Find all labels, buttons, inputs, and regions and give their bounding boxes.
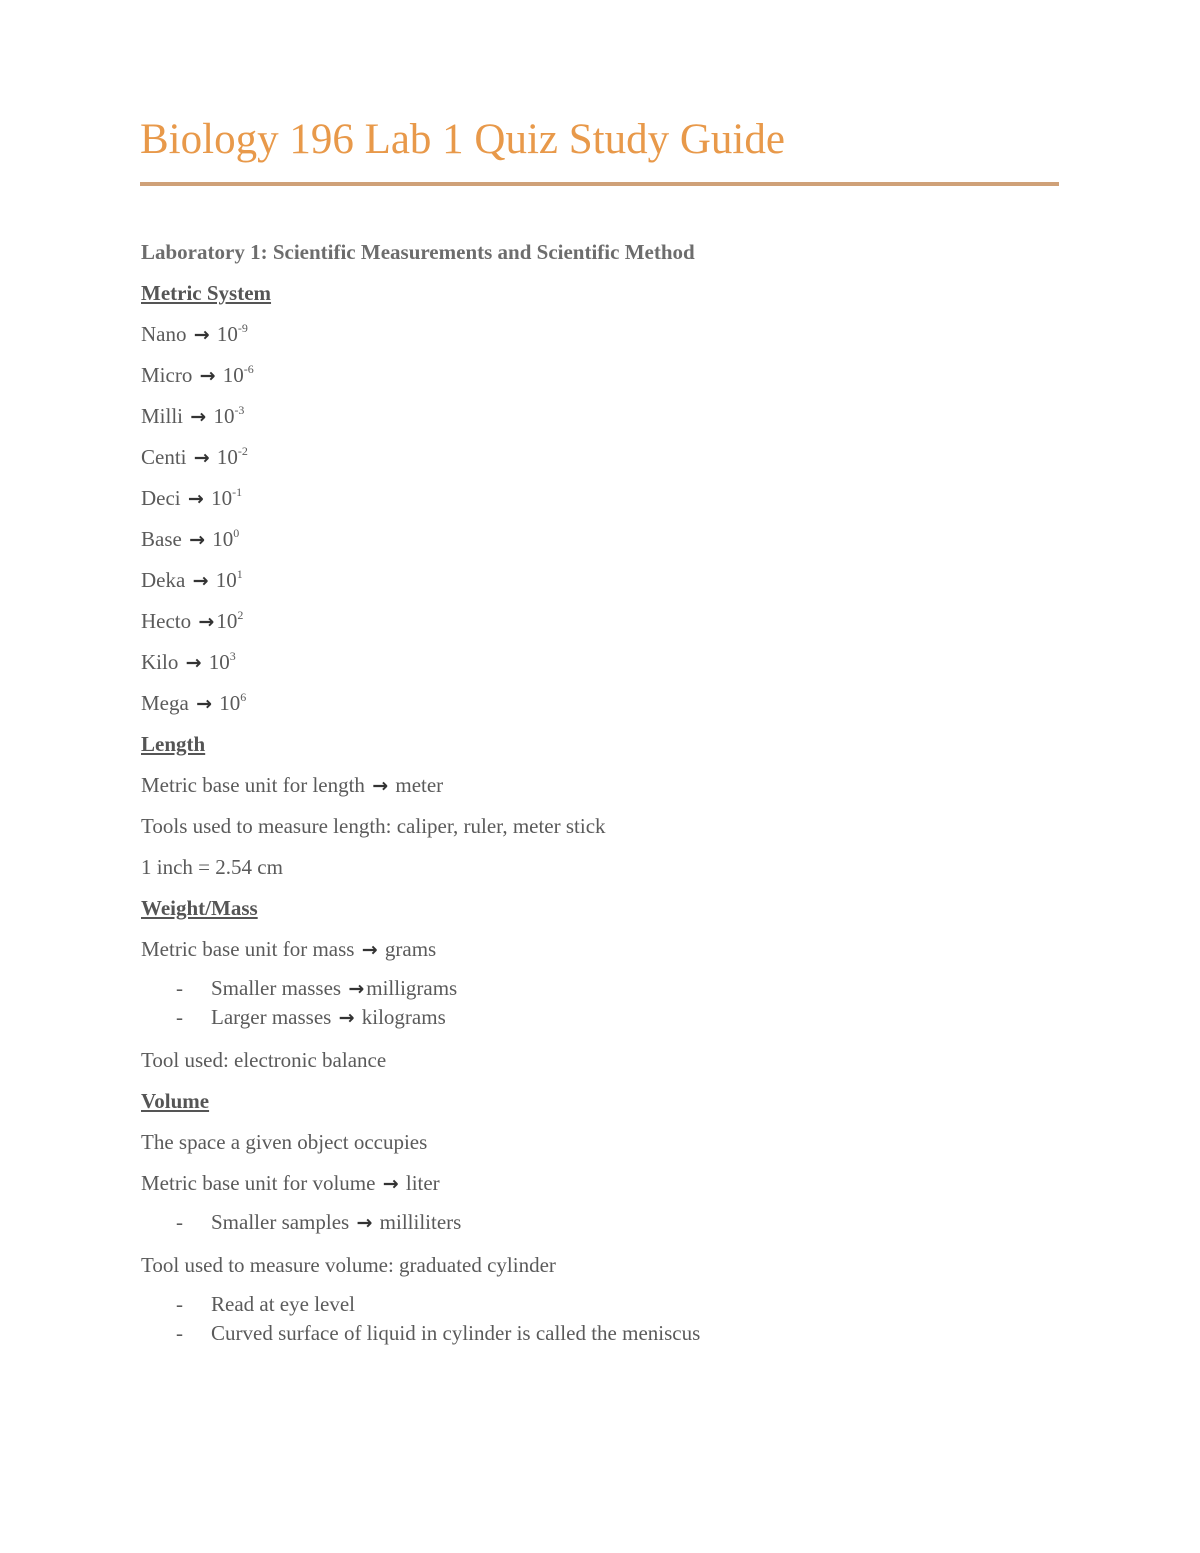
lab-heading: Laboratory 1: Scientific Measurements and Scientific Method bbox=[141, 240, 695, 264]
volume-definition: The space a given object occupies bbox=[141, 1130, 428, 1154]
length-tools: Tools used to measure length: caliper, ruler, meter stick bbox=[141, 814, 606, 838]
arrow-icon: → bbox=[190, 406, 207, 428]
arrow-icon: → bbox=[198, 611, 215, 633]
arrow-icon: → bbox=[338, 1007, 355, 1029]
arrow-icon: → bbox=[361, 939, 378, 961]
arrow-icon: → bbox=[193, 324, 210, 346]
document-title: Biology 196 Lab 1 Quiz Study Guide bbox=[140, 116, 785, 163]
arrow-icon: → bbox=[382, 1173, 399, 1195]
prefix-row: Micro → $10^{-6}$ bbox=[141, 362, 254, 387]
list-item: - Curved surface of liquid in cylinder is called the meniscus bbox=[176, 1321, 701, 1345]
prefix-row: Nano → $10^{-9}$ bbox=[141, 321, 248, 346]
list-item: - Smaller samples → milliliters bbox=[176, 1210, 462, 1234]
length-conversion: 1 inch = 2.54 cm bbox=[141, 855, 283, 879]
mass-tool: Tool used: electronic balance bbox=[141, 1048, 387, 1072]
prefix-row: Kilo → $10^3$ bbox=[141, 649, 236, 674]
arrow-icon: → bbox=[189, 529, 205, 551]
volume-heading: Volume bbox=[141, 1089, 210, 1113]
prefix-row: Deka → $10^1$ bbox=[141, 567, 243, 592]
arrow-icon: → bbox=[199, 365, 216, 387]
arrow-icon: → bbox=[187, 488, 204, 510]
prefix-row: Base → $10^0$ bbox=[141, 526, 240, 551]
prefix-row: Centi → $10^{-2}$ bbox=[141, 444, 248, 469]
arrow-icon: → bbox=[192, 570, 209, 592]
list-item: - Smaller masses →milligrams bbox=[176, 976, 458, 1000]
arrow-icon: → bbox=[348, 978, 365, 1000]
length-heading: Length bbox=[141, 732, 206, 756]
prefix-row: Hecto $\to 10^2$ bbox=[141, 608, 244, 633]
list-item: - Read at eye level bbox=[176, 1292, 356, 1316]
mass-bullet-list bbox=[141, 974, 1071, 1032]
volume-base-unit: Metric base unit for volume → liter bbox=[141, 1171, 440, 1195]
arrow-icon: → bbox=[193, 447, 210, 469]
prefix-row: Milli → $10^{-3}$ bbox=[141, 403, 245, 428]
arrow-icon: → bbox=[356, 1212, 373, 1234]
volume-tool-bullet-list bbox=[141, 1290, 1071, 1348]
prefix-row: Mega → $10^6$ bbox=[141, 690, 247, 715]
mass-base-unit: Metric base unit for mass → grams bbox=[141, 937, 437, 961]
list-item: - Larger masses → kilograms bbox=[176, 1005, 446, 1029]
volume-tool: Tool used to measure volume: graduated cylinder bbox=[141, 1253, 556, 1277]
metric-system-heading: Metric System bbox=[141, 281, 272, 305]
title-divider bbox=[140, 182, 1059, 186]
document-body bbox=[141, 236, 1071, 1348]
arrow-icon: → bbox=[372, 775, 389, 797]
length-base-unit: Metric base unit for length → meter bbox=[141, 773, 444, 797]
arrow-icon: → bbox=[185, 652, 202, 674]
prefix-row: Deci → $10^{-1}$ bbox=[141, 485, 243, 510]
volume-bullet-list bbox=[141, 1208, 1071, 1237]
arrow-icon: → bbox=[196, 693, 212, 715]
mass-heading: Weight/Mass bbox=[141, 896, 258, 920]
